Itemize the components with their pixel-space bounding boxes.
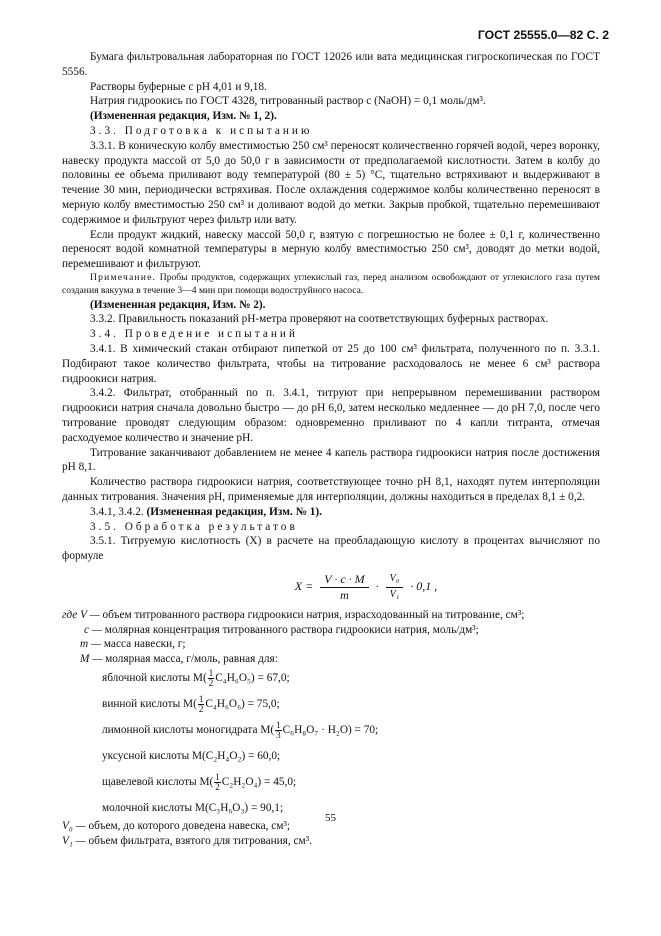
acid-formula: C₄H₆O₅) = 67,0; xyxy=(215,672,290,685)
acid-name: молочной кислоты M(C₃H₆O₃) = 90,1; xyxy=(102,802,284,815)
definition-row xyxy=(62,637,600,652)
amendment-note: (Измененная редакция, Изм. № 2). xyxy=(90,298,266,311)
definition-symbol: c — xyxy=(84,623,102,636)
formula-denominator: V₁ xyxy=(389,588,400,600)
paragraph: 3.4.1. В химический стакан отбирают пипеткой от 25 до 100 см³ фильтрата, полученного по п. 3.3.1. Подбирают такое количество фильтрата, чтобы на титрование расходовалось не менее 6 см³ раствора гидроокиси натрия. xyxy=(62,342,600,385)
paragraph: Если продукт жидкий, навеску массой 50,0 г, взятую с погрешностью не более ± 0,1 г, количественно переносят водой комнатной температуры в мерную колбу вместимостью 250 см³, доводят до метки водой, перемешивают и фильтруют. xyxy=(62,228,600,271)
fraction-denominator: 3 xyxy=(276,729,281,740)
definition-text: масса навески, г; xyxy=(103,638,186,651)
formula-numerator: V₀ xyxy=(386,572,404,588)
definition-row xyxy=(62,834,600,849)
acid-name: лимонной кислоты моногидрата M( xyxy=(102,724,275,737)
acid-row xyxy=(62,667,600,689)
section-heading: 3.5. Обработка результатов xyxy=(90,520,298,533)
fraction-denominator: 2 xyxy=(198,703,204,714)
acid-name: щавелевой кислоты M( xyxy=(102,776,214,789)
acid-formula: C₄H₆O₆) = 75,0; xyxy=(205,698,280,711)
definition-symbol: V₁ — xyxy=(62,834,86,847)
paragraph: Количество раствора гидроокиси натрия, соответствующее точно pH 8,1, находят путем интерполяции данных титрования. Значения pH, применяемые для интерполяции, должны находиться в пределах 8,1 ± 0,2. xyxy=(62,476,600,503)
formula-dot: · xyxy=(375,578,379,593)
definitions-list xyxy=(62,608,600,667)
definition-symbol: M — xyxy=(80,653,103,666)
definition-text: молярная масса, г/моль, равная для: xyxy=(105,653,278,666)
acids-list xyxy=(62,667,600,819)
definition-text: объем титрованного раствора гидроокиси натрия, израсходованный на титрование, см³; xyxy=(102,608,525,621)
definition-text: объем, до которого доведена навеска, см³; xyxy=(88,820,290,833)
definition-text: объем фильтрата, взятого для титрования, см³. xyxy=(88,834,312,847)
paragraph: 3.3.2. Правильность показаний pH-метра проверяют на соответствующих буферных растворах. xyxy=(90,313,549,326)
definition-text: молярная концентрация титрованного раствора гидроокиси натрия, моль/дм³; xyxy=(104,623,479,636)
acid-fraction xyxy=(275,721,282,740)
formula-tail: · 0,1 , xyxy=(410,578,438,593)
paragraph: 3.5.1. Титруемую кислотность (X) в расчете на преобладающую кислоту в процентах вычисляют по формуле xyxy=(62,535,600,563)
acid-fraction xyxy=(208,669,215,688)
paragraph: Бумага фильтровальная лабораторная по ГОСТ 12026 или вата медицинская гигроскопическая по ГОСТ 5556. xyxy=(62,51,600,78)
fraction-numerator: 1 xyxy=(215,771,220,782)
definition-symbol: m — xyxy=(80,638,102,651)
definition-row xyxy=(62,608,600,623)
acid-formula: C₂H₂O₄) = 45,0; xyxy=(221,776,297,789)
definition-row xyxy=(62,623,600,638)
fraction-denominator: 2 xyxy=(208,677,214,688)
acid-fraction xyxy=(214,773,221,792)
definition-symbol: где V — xyxy=(62,608,100,621)
acid-fraction xyxy=(198,695,205,714)
amendment-note: (Измененная редакция, Изм. № 1, 2). xyxy=(90,110,277,123)
fraction-numerator: 1 xyxy=(208,667,214,678)
note xyxy=(62,272,600,298)
amendment-line xyxy=(62,505,600,520)
acid-row xyxy=(62,771,600,793)
definition-symbol: V₀ — xyxy=(62,820,86,833)
formula-numerator: V · c · M xyxy=(320,572,368,588)
section-heading: 3.4. Проведение испытаний xyxy=(90,328,298,341)
amendment-note: (Измененная редакция, Изм. № 1). xyxy=(146,505,322,518)
formula-lhs: X = xyxy=(294,578,314,593)
page-header: ГОСТ 25555.0—82 С. 2 xyxy=(477,28,609,42)
page-number: 55 xyxy=(325,812,336,824)
definition-row xyxy=(62,652,600,667)
acid-row xyxy=(62,693,600,715)
fraction-denominator: 2 xyxy=(215,781,220,792)
acid-name: винной кислоты M( xyxy=(102,698,197,711)
paragraph: Растворы буферные с pH 4,01 и 9,18. xyxy=(90,80,267,93)
formula-fraction xyxy=(386,572,404,603)
clause-refs: 3.4.1, 3.4.2. xyxy=(90,505,144,518)
note-text: Пробы продуктов, содержащих углекислый газ, перед анализом освобождают от углекислого газа путем создания вакуума в течение 3—4 мин при помощи водоструйного насоса. xyxy=(62,271,600,296)
section-heading: 3.3. Подготовка к испытанию xyxy=(90,124,313,137)
acid-name: яблочной кислоты M( xyxy=(102,672,207,685)
acid-row xyxy=(62,745,600,767)
acid-row xyxy=(62,719,600,741)
fraction-numerator: 1 xyxy=(198,693,204,704)
formula-fraction xyxy=(320,572,368,603)
paragraph: Натрия гидроокись по ГОСТ 4328, титрованный раствор c (NaOH) = 0,1 моль/дм³. xyxy=(90,95,486,108)
paragraph: 3.3.1. В коническую колбу вместимостью 250 см³ переносят количественно горячей водой, через воронку, навеску продукта массой от 5,0 до 50,0 г в зависимости от предполагаемой кислотности. Затем в колбу до половины ее объема приливают воду температурой (80 ± 5) °C, тщательно встряхивают и выдерживают в течение 30 мин, периодически встряхивая. После охлаждения содержимое колбы количественно переносят в мерную колбу вместимостью 250 см³ и доливают водой до метки. Закрыв пробкой, тщательно перемешивают содержимое и фильтруют через фильтр или вату. xyxy=(62,139,600,226)
formula xyxy=(132,572,600,602)
paragraph: Титрование заканчивают добавлением не менее 4 капель раствора гидроокиси натрия после достижения pH 8,1. xyxy=(62,446,600,474)
acid-formula: C₆H₈O₇ · H₂O) = 70; xyxy=(282,724,379,737)
formula-denominator: m xyxy=(340,587,349,602)
acid-name: уксусной кислоты M(C₂H₄O₂) = 60,0; xyxy=(102,750,281,763)
note-label: Примечание. xyxy=(90,271,157,283)
fraction-numerator: 1 xyxy=(276,719,281,730)
document-body xyxy=(62,50,600,849)
paragraph: 3.4.2. Фильтрат, отобранный по п. 3.4.1, титруют при непрерывном перемешивании раствором гидроокиси натрия сначала довольно быстро — до pH 6,0, затем несколько медленнее — до pH 7,0, после чего титрование проводят следующим образом: одновременно приливают по 4 капли титранта, отмечая расходуемое количество и значение pH. xyxy=(62,387,600,444)
